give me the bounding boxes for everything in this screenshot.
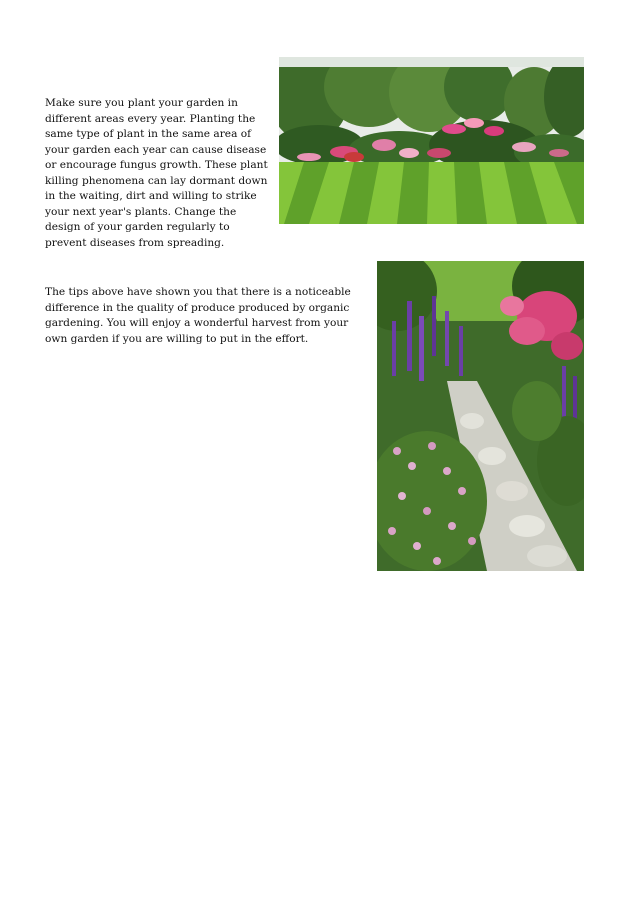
- garden-lawn-photo: [279, 57, 584, 224]
- paragraph-conclusion: The tips above have shown you that there is a noticeable difference in the quality of produce produced by organic gardening. You will enjoy a wonderful harvest from your own garden if you are willing to put in the effort.: [45, 286, 351, 345]
- paragraph-crop-rotation: Make sure you plant your garden in different areas every year. Planting the same type of plant in the same area of your garden each year can cause disease or encourage fungus growth. These plant killing phenomena can lay dormant down in the waiting, dirt and willing to strike your next year's plants. Change the design of your garden regularly to prevent diseases from spreading.: [45, 97, 268, 249]
- garden-path-photo: [377, 261, 584, 571]
